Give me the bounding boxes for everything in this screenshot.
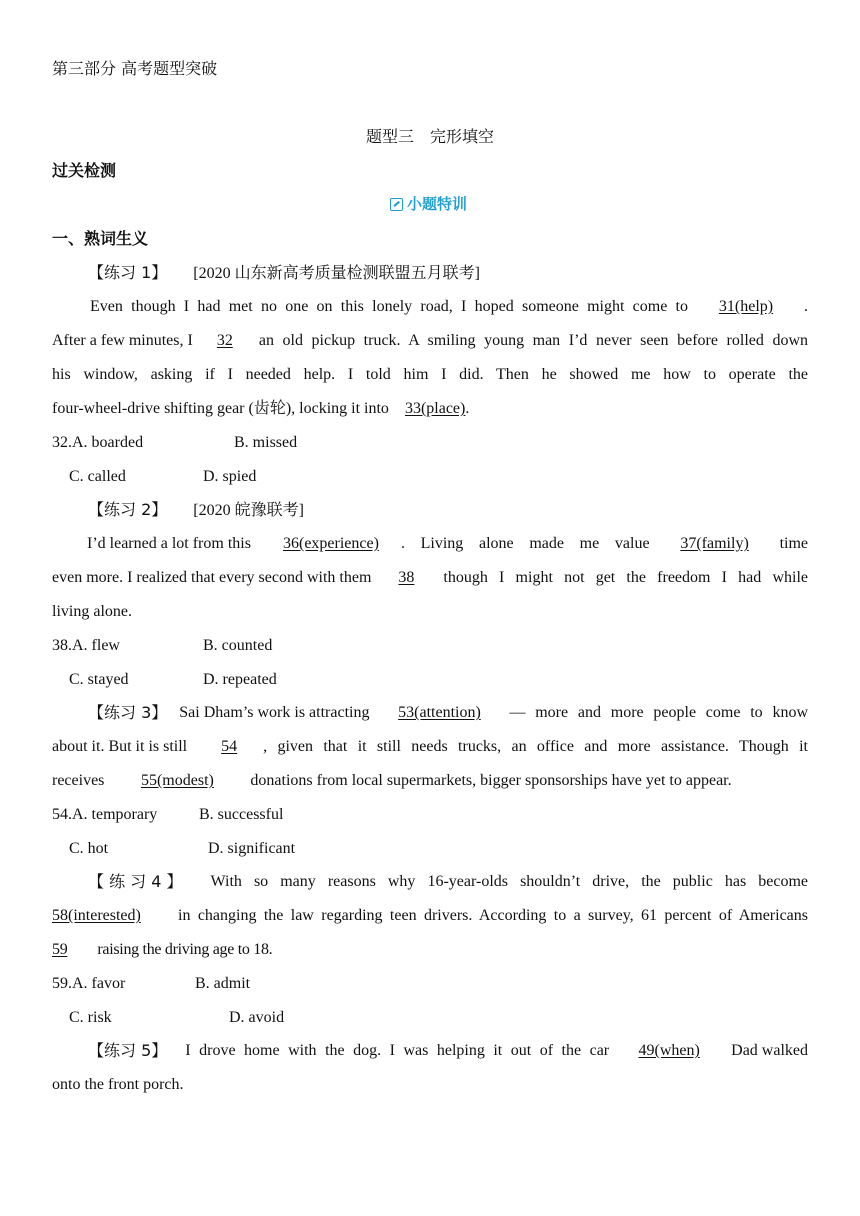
question-59: 59.A. favor xyxy=(52,975,126,992)
exercise-5-line-1: 【练习 5】 I drove home with the dog. I was helping it out of the car 49(when) Dad walked xyxy=(88,1041,808,1060)
option-c: C. risk xyxy=(69,1009,112,1026)
option-a: A. favor xyxy=(72,975,126,992)
option-b: B. admit xyxy=(195,975,251,992)
blank-54: 54 xyxy=(221,738,238,755)
blank-49: 49(when) xyxy=(638,1042,700,1059)
exercise-1-line-1: Even though I had met no one on this lonely road, I hoped someone might come to 31(help) . xyxy=(52,296,808,318)
option-a: A. temporary xyxy=(72,806,158,823)
badge xyxy=(390,193,470,215)
option-b: B. successful xyxy=(199,806,284,823)
badge-label: 小题特训 xyxy=(407,195,468,213)
exercise-1-line-4: four-wheel-drive shifting gear (齿轮), locking it into 33(place). xyxy=(52,400,470,417)
exercise-4-line-1: 【 练 习 4 】 With so many reasons why 16-year-olds shouldn’t drive, the public has become xyxy=(88,872,808,891)
exercise-3-line-1: 【练习 3】 Sai Dham’s work is attracting 53(attention) — more and more people come to know xyxy=(88,703,808,722)
exercise-1-line-2: After a few minutes, I 32 an old pickup truck. A smiling young man I’d never seen before rolled down xyxy=(52,330,808,352)
option-d: D. repeated xyxy=(203,671,277,688)
question-54: 54.A. temporary xyxy=(52,806,158,823)
option-d: D. significant xyxy=(208,840,296,857)
blank-59: 59 xyxy=(52,941,68,958)
exercise-1-label: 【练习 1】 xyxy=(88,263,168,282)
check-heading: 过关检测 xyxy=(52,161,117,180)
blank-55: 55(modest) xyxy=(140,772,214,789)
option-a: A. boarded xyxy=(72,434,144,451)
blank-58: 58(interested) xyxy=(52,907,141,924)
exercise-2-label: 【练习 2】 xyxy=(88,500,168,519)
exercise-3-line-3: receives 55(modest) donations from local supermarkets, bigger sponsorships have yet to appear. xyxy=(52,770,808,792)
subsection-heading: 一、熟词生义 xyxy=(52,229,149,248)
exercise-2-line-2: even more. I realized that every second with them 38 though I might not get the freedom I had while xyxy=(52,567,808,589)
option-c: C. called xyxy=(69,468,126,485)
exercise-5-label: 【练习 5】 xyxy=(88,1041,168,1060)
option-a: A. flew xyxy=(72,637,120,654)
exercise-4-label: 【 练 习 4 】 xyxy=(88,872,183,891)
exercise-1-source: [2020 山东新高考质量检测联盟五月联考] xyxy=(193,265,480,282)
blank-37: 37(family) xyxy=(680,535,749,552)
blank-36: 36(experience) xyxy=(282,535,379,552)
exercise-4-line-2: 58(interested) in changing the law regarding teen drivers. According to a survey, 61 percent of Americans xyxy=(52,905,808,927)
question-32: 32.A. boarded xyxy=(52,434,144,451)
exercise-2-line-1: I’d learned a lot from this 36(experience) . Living alone made me value 37(family) time xyxy=(52,533,808,555)
exercise-2-header xyxy=(52,499,844,522)
option-c: C. hot xyxy=(69,840,109,857)
exercise-3-line-2: about it. But it is still 54 , given that it still needs trucks, an office and more assistance. Though it xyxy=(52,736,808,758)
exercise-3-label: 【练习 3】 xyxy=(88,703,168,722)
option-b: B. missed xyxy=(234,434,298,451)
blank-38: 38 xyxy=(398,569,415,586)
exercise-2-source: [2020 皖豫联考] xyxy=(193,502,304,519)
option-d: D. spied xyxy=(203,468,257,485)
question-38: 38.A. flew xyxy=(52,637,120,654)
blank-33: 33(place) xyxy=(404,400,466,417)
exercise-1-line-3: his window, asking if I needed help. I told him I did. Then he showed me how to operate the xyxy=(52,366,808,383)
blank-53: 53(attention) xyxy=(398,704,481,721)
part-title: 第三部分 高考题型突破 xyxy=(52,59,218,78)
option-c: C. stayed xyxy=(69,671,129,688)
exercise-1-header xyxy=(52,262,844,285)
exercise-2-line-3: living alone. xyxy=(52,603,132,620)
option-d: D. avoid xyxy=(229,1009,285,1026)
blank-31: 31(help) xyxy=(718,298,774,315)
section-title: 题型三 完形填空 xyxy=(365,127,494,146)
option-b: B. counted xyxy=(203,637,273,654)
send-icon xyxy=(390,198,403,211)
exercise-5-line-2: onto the front porch. xyxy=(52,1076,184,1093)
exercise-4-line-3: 59 raising the driving age to 18. xyxy=(52,939,808,961)
blank-32: 32 xyxy=(216,332,233,349)
